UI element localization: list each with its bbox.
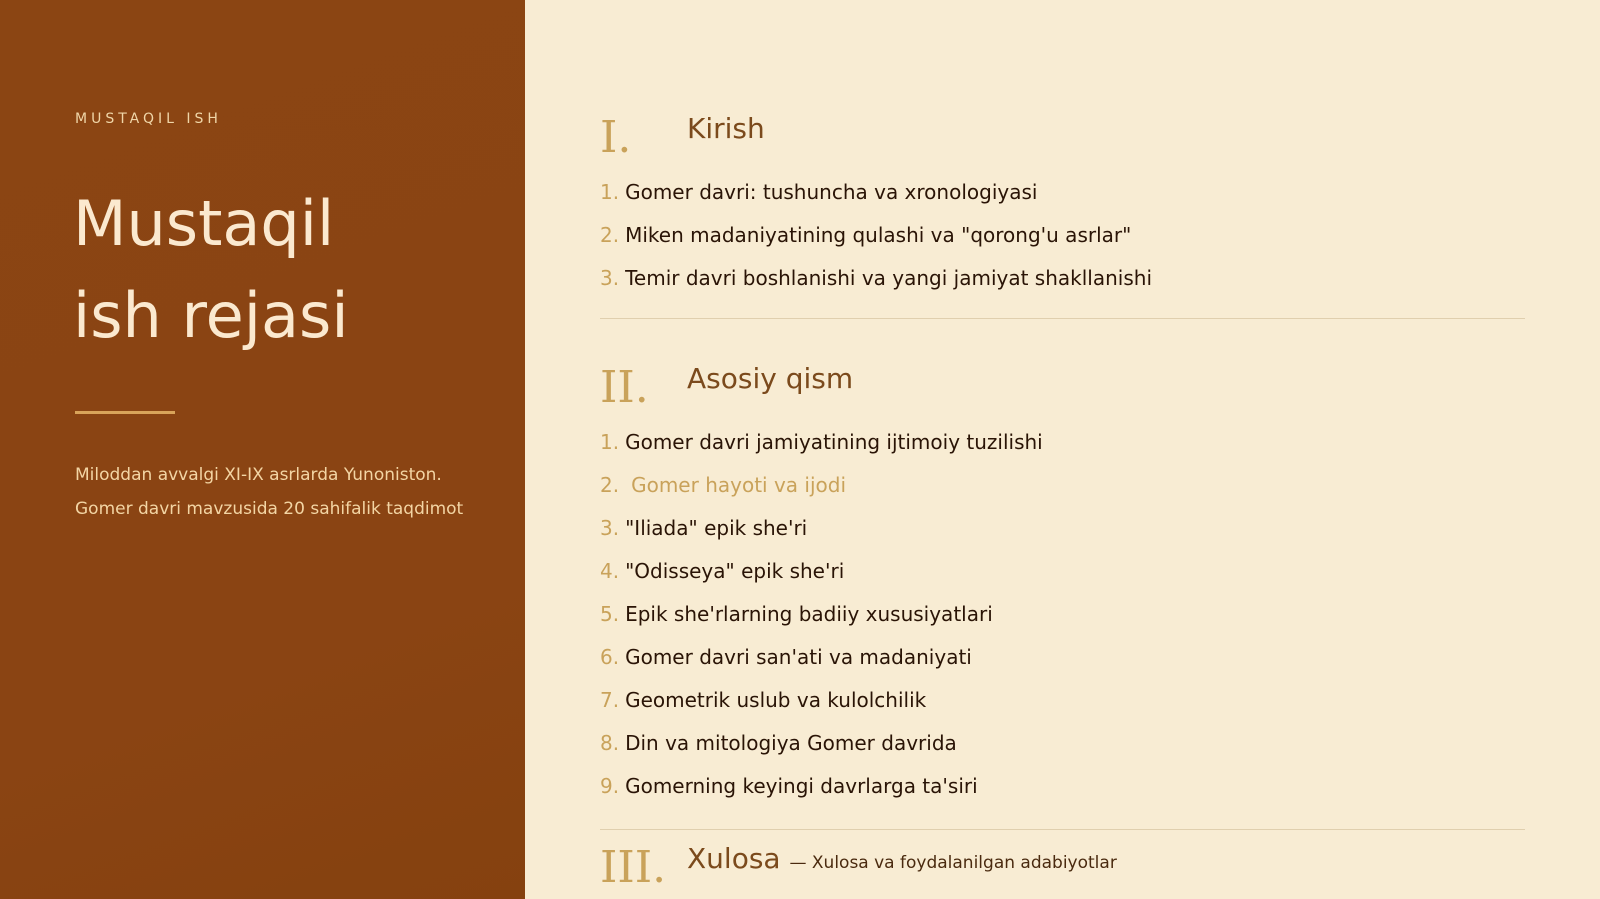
item-text: "Iliada" epik she'ri xyxy=(625,516,808,540)
page-title xyxy=(73,178,493,362)
description-line-1: Miloddan avvalgi XI-IX asrlarda Yunoniston. xyxy=(75,465,442,485)
list-item xyxy=(600,516,807,540)
item-text: Gomer davri san'ati va madaniyati xyxy=(625,645,972,669)
item-number: 2. xyxy=(600,473,620,497)
list-item xyxy=(600,266,1152,290)
item-number: 7. xyxy=(600,688,620,712)
list-item xyxy=(600,180,1037,204)
section-numeral: II. xyxy=(600,362,649,413)
item-number: 9. xyxy=(600,774,620,798)
section-numeral: I. xyxy=(600,112,632,163)
description xyxy=(75,458,495,526)
item-text: Gomerning keyingi davrlarga ta'siri xyxy=(625,774,978,798)
list-item xyxy=(600,473,846,497)
description-line-2: Gomer davri mavzusida 20 sahifalik taqdimot xyxy=(75,499,464,519)
section-divider xyxy=(600,318,1525,319)
section-heading: Kirish xyxy=(687,112,765,145)
section-heading-text: Xulosa xyxy=(687,842,781,875)
item-text: Gomer davri: tushuncha va xronologiyasi xyxy=(625,180,1038,204)
item-text: Miken madaniyatining qulashi va "qorong'u asrlar" xyxy=(625,223,1132,247)
section-heading: Asosiy qism xyxy=(687,362,854,395)
item-text: Epik she'rlarning badiiy xususiyatlari xyxy=(625,602,993,626)
kicker-label: MUSTAQIL ISH xyxy=(75,111,222,127)
list-item xyxy=(600,559,844,583)
left-panel xyxy=(0,0,525,899)
item-text: Geometrik uslub va kulolchilik xyxy=(625,688,927,712)
item-number: 1. xyxy=(600,180,620,204)
item-text: Temir davri boshlanishi va yangi jamiyat shakllanishi xyxy=(625,266,1152,290)
list-item xyxy=(600,430,1043,454)
list-item xyxy=(600,731,957,755)
list-item xyxy=(600,602,993,626)
item-text: "Odisseya" epik she'ri xyxy=(625,559,845,583)
item-number: 8. xyxy=(600,731,620,755)
list-item xyxy=(600,688,926,712)
title-line-2: ish rejasi xyxy=(73,279,349,352)
section-divider xyxy=(600,829,1525,830)
item-text: Gomer davri jamiyatining ijtimoiy tuzilishi xyxy=(625,430,1043,454)
section-heading xyxy=(687,842,1117,875)
item-number: 4. xyxy=(600,559,620,583)
list-item xyxy=(600,774,978,798)
item-number: 5. xyxy=(600,602,620,626)
item-number: 1. xyxy=(600,430,620,454)
section-numeral: III. xyxy=(600,842,667,893)
item-number: 3. xyxy=(600,516,620,540)
title-line-1: Mustaqil xyxy=(73,187,335,260)
list-item xyxy=(600,223,1131,247)
title-accent-rule xyxy=(75,411,175,414)
list-item xyxy=(600,645,972,669)
item-number: 3. xyxy=(600,266,620,290)
item-number: 6. xyxy=(600,645,620,669)
item-text: Gomer hayoti va ijodi xyxy=(631,473,847,497)
item-text: Din va mitologiya Gomer davrida xyxy=(625,731,957,755)
item-number: 2. xyxy=(600,223,620,247)
section-subheading: — Xulosa va foydalanilgan adabiyotlar xyxy=(789,853,1117,873)
